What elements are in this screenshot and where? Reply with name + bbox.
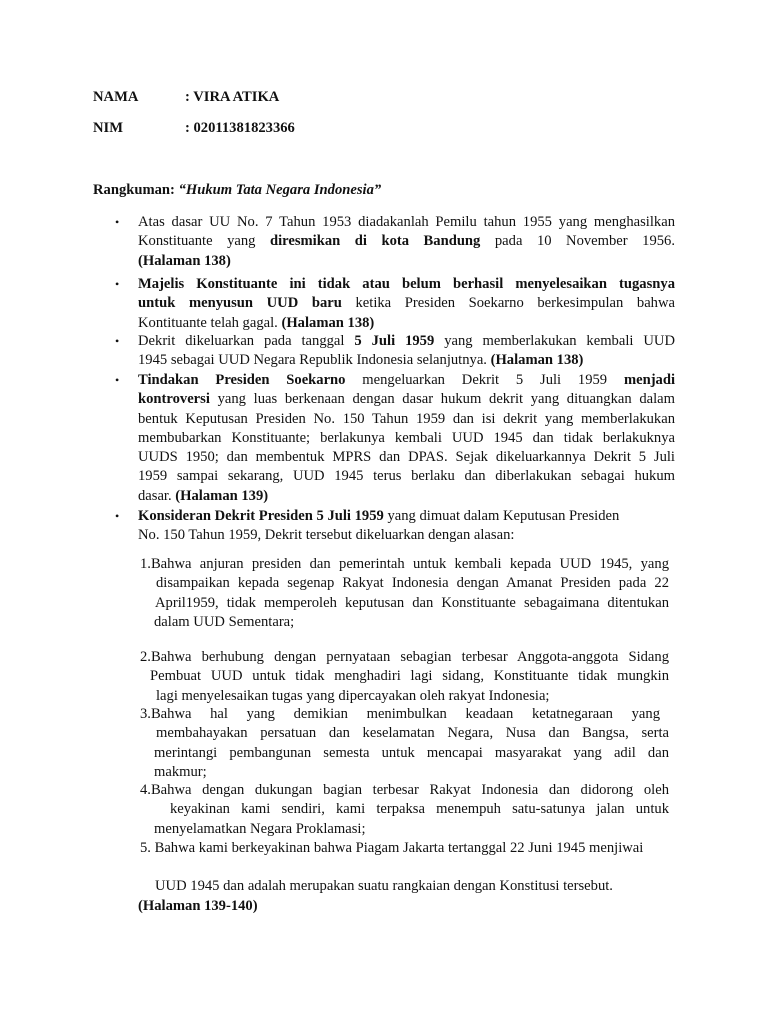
bullet-icon: •	[115, 334, 120, 348]
text-line: merintangi pembangunan semesta untuk mencapai masyarakat yang adil dan	[154, 744, 669, 761]
nim-label: NIM	[93, 120, 123, 136]
text-line: makmur;	[154, 763, 207, 780]
bullet-item-3	[138, 332, 675, 371]
text-line: Tindakan Presiden Soekarno mengeluarkan Dekrit 5 Juli 1959 menjadi	[138, 372, 676, 388]
text-line: disampaikan kepada segenap Rakyat Indonesia dengan Amanat Presiden pada 22	[156, 575, 669, 592]
text-line: keyakinan kami sendiri, kami terpaksa menempuh satu-satunya jalan untuk	[170, 801, 669, 818]
text-line: Konsideran Dekrit Presiden 5 Juli 1959 yang dimuat dalam Keputusan Presiden	[138, 508, 620, 524]
bullet-icon: •	[115, 215, 120, 229]
text-line: 5. Bahwa kami berkeyakinan bahwa Piagam Jakarta tertanggal 22 Juni 1945 menjiwai	[140, 840, 644, 856]
nama-value: : VIRA ATIKA	[185, 89, 280, 105]
text-line: Majelis Konstituante ini tidak atau belum berhasil menyelesaikan tugasnya	[138, 276, 675, 292]
text-line: dalam UUD Sementara;	[154, 613, 295, 630]
text-line: Konstituante yang diresmikan di kota Bandung pada 10 November 1956.	[138, 233, 675, 250]
reason-2	[140, 648, 669, 706]
reason-5	[140, 839, 643, 858]
reason-1	[140, 555, 669, 632]
reason-4	[140, 781, 669, 839]
text-line: 4.Bahwa dengan dukungan bagian terbesar Rakyat Indonesia dan didorong oleh	[140, 782, 669, 798]
bullet-item-1	[138, 213, 675, 271]
text-line: 3.Bahwa hal yang demikian menimbulkan keadaan ketatnegaraan yang	[140, 706, 660, 722]
text-line: Dekrit dikeluarkan pada tanggal 5 Juli 1959 yang memberlakukan kembali UUD	[138, 333, 675, 349]
text-line: 1.Bahwa anjuran presiden dan pemerintah untuk kembali kepada UUD 1945, yang	[140, 556, 669, 572]
text-line: Pembuat UUD untuk tidak menghadiri lagi sidang, Konstituante tidak mungkin	[150, 668, 669, 685]
text-line: membubarkan Konstituante; berlakunya kembali UUD 1945 dan tidak berlakuknya	[138, 429, 675, 446]
text-line: April1959, tidak memperoleh keputusan dan Konstituante sebagaimana ditentukan	[155, 594, 669, 611]
text-line: kontroversi yang luas berkenaan dengan dasar hukum dekrit yang dituangkan dalam	[138, 391, 675, 408]
text-line: No. 150 Tahun 1959, Dekrit tersebut dikeluarkan dengan alasan:	[138, 527, 515, 544]
bullet-item-4	[138, 371, 675, 506]
reason-5-continued: UUD 1945 dan adalah merupakan suatu rangkaian dengan Konstitusi tersebut.	[155, 878, 613, 894]
nim-value: : 02011381823366	[185, 120, 295, 136]
page-ref: (Halaman 139-140)	[138, 898, 258, 914]
text-line: 1945 sebagai UUD Negara Republik Indonesia selanjutnya. (Halaman 138)	[138, 352, 584, 369]
text-line: Atas dasar UU No. 7 Tahun 1953 diadakanlah Pemilu tahun 1955 yang menghasilkan	[138, 214, 675, 230]
page-ref: (Halaman 138)	[138, 252, 231, 269]
bullet-icon: •	[115, 373, 120, 387]
text-line: 1959 sampai sekarang, UUD 1945 terus berlaku dan diberlakukan sebagai hukum	[138, 468, 675, 485]
text-line: membahayakan persatuan dan keselamatan Negara, Nusa dan Bangsa, serta	[156, 725, 669, 742]
bullet-icon: •	[115, 277, 120, 291]
bullet-icon: •	[115, 509, 120, 523]
bullet-item-2	[138, 275, 675, 333]
text-line: untuk menyusun UUD baru ketika Presiden Soekarno berkesimpulan bahwa	[138, 295, 675, 312]
text-line: dasar. (Halaman 139)	[138, 487, 269, 504]
text-line: bentuk Keputusan Presiden No. 150 Tahun 1959 dan isi dekrit yang memberlakukan	[138, 410, 675, 427]
summary-label: Rangkuman:	[93, 182, 179, 198]
reason-3	[140, 705, 669, 782]
text-line: lagi menyelesaikan tugas yang dipercayakan oleh rakyat Indonesia;	[156, 687, 550, 704]
summary-heading	[93, 182, 381, 199]
text-line: menyelamatkan Negara Proklamasi;	[154, 820, 366, 837]
nama-label: NAMA	[93, 89, 139, 105]
summary-title: “Hukum Tata Negara Indonesia”	[178, 182, 382, 198]
text-line: 2.Bahwa berhubung dengan pernyataan sebagian terbesar Anggota-anggota Sidang	[140, 649, 669, 665]
text-line: Kontituante telah gagal. (Halaman 138)	[138, 314, 375, 331]
text-line: UUDS 1950; dan membentuk MPRS dan DPAS. Sejak dikeluarkannya Dekrit 5 Juli	[138, 449, 675, 466]
bullet-item-5	[138, 507, 619, 546]
